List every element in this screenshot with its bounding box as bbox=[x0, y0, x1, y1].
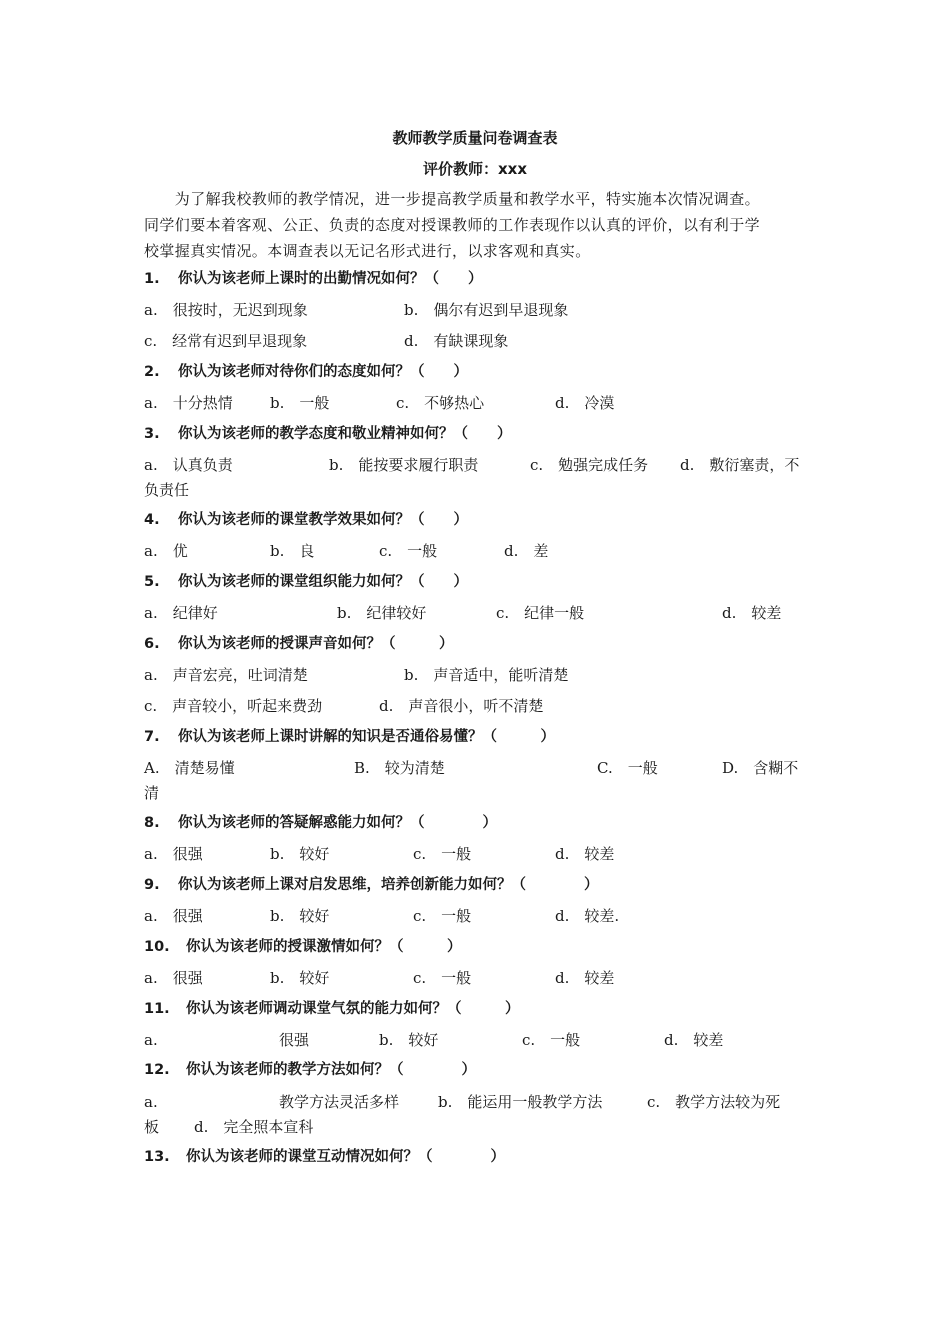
question-7 bbox=[144, 727, 814, 747]
question-number: 5. bbox=[144, 574, 160, 590]
option-a[interactable]: a. 声音宏亮，吐词清楚 bbox=[144, 666, 308, 684]
option-b[interactable]: b. 能运用一般教学方法 bbox=[438, 1093, 603, 1111]
option-b[interactable]: b. 一般 bbox=[270, 394, 330, 412]
option-d[interactable]: d. 敷衍塞责，不 bbox=[680, 456, 800, 474]
question-3 bbox=[144, 424, 814, 444]
question-6 bbox=[144, 634, 814, 654]
option-c[interactable]: C. 一般 bbox=[597, 759, 658, 777]
option-a-label[interactable]: 很强 bbox=[279, 1031, 310, 1049]
question-number: 4. bbox=[144, 512, 160, 528]
question-text: 你认为该老师的课堂组织能力如何？（ ） bbox=[178, 574, 468, 590]
option-b[interactable]: b. 较好 bbox=[270, 907, 330, 925]
option-c[interactable]: c. 一般 bbox=[413, 845, 472, 863]
question-8 bbox=[144, 813, 814, 833]
intro-line: 校掌握真实情况。本调查表以无记名形式进行，以求客观和真实。 bbox=[144, 242, 591, 260]
option-a[interactable]: a. 纪律好 bbox=[144, 604, 218, 622]
option-c[interactable]: c. 纪律一般 bbox=[496, 604, 585, 622]
option-c-continued: 板 bbox=[144, 1118, 160, 1136]
question-5 bbox=[144, 572, 814, 592]
option-b[interactable]: b. 较好 bbox=[270, 845, 330, 863]
question-text: 你认为该老师的课堂互动情况如何？（ ） bbox=[186, 1149, 505, 1165]
intro-line: 为了解我校教师的教学情况，进一步提高教学质量和教学水平，特实施本次情况调查。 bbox=[144, 190, 761, 208]
option-d[interactable]: d. 声音很小，听不清楚 bbox=[379, 697, 544, 715]
question-11 bbox=[144, 999, 814, 1019]
option-a[interactable]: a. 优 bbox=[144, 542, 188, 560]
option-a-marker[interactable]: a. bbox=[144, 1031, 158, 1049]
document-title: 教师教学质量问卷调查表 bbox=[392, 129, 558, 147]
question-text: 你认为该老师对待你们的态度如何？（ ） bbox=[178, 364, 468, 380]
option-b[interactable]: b. 纪律较好 bbox=[337, 604, 427, 622]
question-9 bbox=[144, 875, 814, 895]
option-a[interactable]: a. 十分热情 bbox=[144, 394, 233, 412]
option-d[interactable]: d. 较差 bbox=[555, 845, 615, 863]
option-b[interactable]: b. 偶尔有迟到早退现象 bbox=[404, 301, 569, 319]
question-number: 6. bbox=[144, 636, 160, 652]
question-text: 你认为该老师的教学态度和敬业精神如何？（ ） bbox=[178, 426, 512, 442]
question-text: 你认为该老师的授课激情如何？（ ） bbox=[186, 939, 462, 955]
option-b[interactable]: B. 较为清楚 bbox=[354, 759, 445, 777]
option-a[interactable]: a. 很强 bbox=[144, 845, 203, 863]
option-c[interactable]: c. 声音较小，听起来费劲 bbox=[144, 697, 323, 715]
question-text: 你认为该老师的课堂教学效果如何？（ ） bbox=[178, 512, 468, 528]
option-d[interactable]: d. 完全照本宣科 bbox=[194, 1118, 314, 1136]
option-a[interactable]: a. 很强 bbox=[144, 907, 203, 925]
question-number: 1. bbox=[144, 271, 160, 287]
option-d-continued: 负责任 bbox=[144, 481, 190, 499]
option-a[interactable]: a. 认真负责 bbox=[144, 456, 233, 474]
question-12 bbox=[144, 1060, 814, 1080]
option-c[interactable]: c. 一般 bbox=[379, 542, 438, 560]
option-d[interactable]: d. 较差 bbox=[722, 604, 782, 622]
question-number: 10. bbox=[144, 939, 170, 955]
option-b[interactable]: b. 能按要求履行职责 bbox=[329, 456, 479, 474]
question-number: 7. bbox=[144, 729, 160, 745]
question-4 bbox=[144, 510, 814, 530]
question-number: 12. bbox=[144, 1062, 170, 1078]
option-d[interactable]: D. 含糊不 bbox=[722, 759, 799, 777]
teacher-label: 评价教师：xxx bbox=[422, 160, 528, 178]
question-text: 你认为该老师调动课堂气氛的能力如何？（ ） bbox=[186, 1001, 520, 1017]
option-b[interactable]: b. 较好 bbox=[270, 969, 330, 987]
question-text: 你认为该老师上课对启发思维，培养创新能力如何？（ ） bbox=[178, 877, 599, 893]
option-b[interactable]: b. 良 bbox=[270, 542, 315, 560]
question-1 bbox=[144, 269, 814, 289]
question-text: 你认为该老师的授课声音如何？（ ） bbox=[178, 636, 454, 652]
option-a-label[interactable]: 教学方法灵活多样 bbox=[279, 1093, 400, 1111]
question-text: 你认为该老师的答疑解惑能力如何？（ ） bbox=[178, 815, 497, 831]
question-2 bbox=[144, 362, 814, 382]
question-number: 3. bbox=[144, 426, 160, 442]
question-number: 11. bbox=[144, 1001, 170, 1017]
option-d[interactable]: d. 差 bbox=[504, 542, 549, 560]
option-c[interactable]: c. 教学方法较为死 bbox=[647, 1093, 781, 1111]
option-d[interactable]: d. 较差 bbox=[664, 1031, 724, 1049]
question-10 bbox=[144, 937, 814, 957]
option-d[interactable]: d. 有缺课现象 bbox=[404, 332, 509, 350]
option-c[interactable]: c. 勉强完成任务 bbox=[530, 456, 649, 474]
option-a[interactable]: a. 很按时，无迟到现象 bbox=[144, 301, 308, 319]
question-number: 8. bbox=[144, 815, 160, 831]
option-d[interactable]: d. 较差 bbox=[555, 969, 615, 987]
option-c[interactable]: c. 一般 bbox=[413, 969, 472, 987]
intro-paragraph bbox=[144, 186, 814, 264]
option-b[interactable]: b. 较好 bbox=[379, 1031, 439, 1049]
option-a-marker[interactable]: a. bbox=[144, 1093, 158, 1111]
option-d[interactable]: d. 冷漠 bbox=[555, 394, 615, 412]
option-c[interactable]: c. 不够热心 bbox=[396, 394, 485, 412]
question-13 bbox=[144, 1147, 814, 1167]
question-text: 你认为该老师上课时讲解的知识是否通俗易懂？（ ） bbox=[178, 729, 555, 745]
option-c[interactable]: c. 一般 bbox=[522, 1031, 581, 1049]
option-c[interactable]: c. 经常有迟到早退现象 bbox=[144, 332, 308, 350]
intro-line: 同学们要本着客观、公正、负责的态度对授课教师的工作表现作以认真的评价，以有利于学 bbox=[144, 216, 761, 234]
question-text: 你认为该老师的教学方法如何？（ ） bbox=[186, 1062, 476, 1078]
question-number: 9. bbox=[144, 877, 160, 893]
question-text: 你认为该老师上课时的出勤情况如何？（ ） bbox=[178, 271, 483, 287]
option-b[interactable]: b. 声音适中，能听清楚 bbox=[404, 666, 569, 684]
question-number: 13. bbox=[144, 1149, 170, 1165]
option-d-continued: 清 bbox=[144, 784, 160, 802]
option-a[interactable]: A. 清楚易懂 bbox=[144, 759, 235, 777]
option-d[interactable]: d. 较差. bbox=[555, 907, 620, 925]
option-a[interactable]: a. 很强 bbox=[144, 969, 203, 987]
question-number: 2. bbox=[144, 364, 160, 380]
option-c[interactable]: c. 一般 bbox=[413, 907, 472, 925]
